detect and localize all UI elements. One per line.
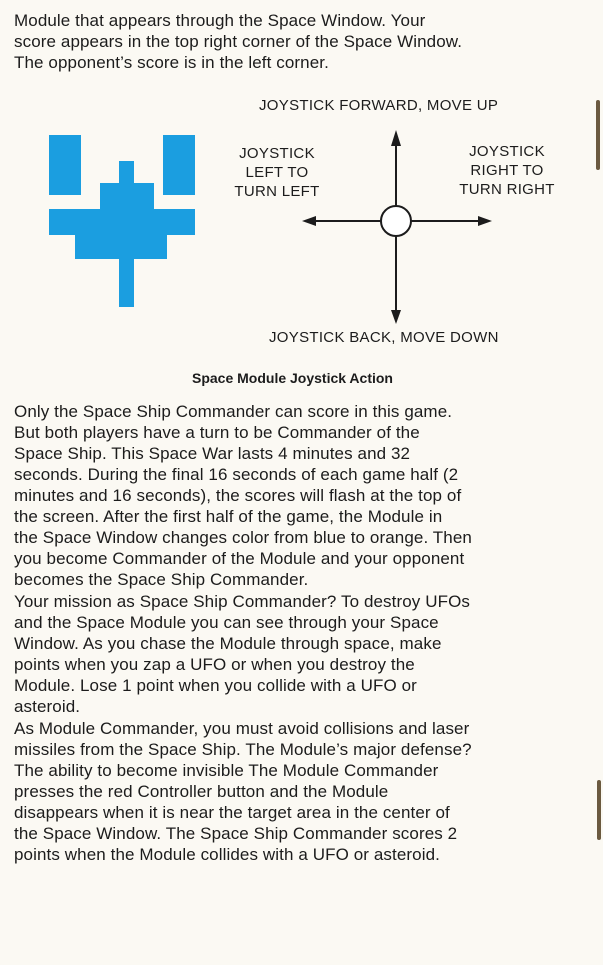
- label-joystick-back: JOYSTICK BACK, MOVE DOWN: [269, 329, 499, 346]
- text-line: points when the Module collides with a UFO or asteroid.: [14, 845, 440, 864]
- text-line: score appears in the top right corner of the Space Window.: [14, 32, 463, 51]
- text-line: But both players have a turn to be Commander of the: [14, 423, 420, 442]
- text-line: asteroid.: [14, 697, 81, 716]
- ship-tail: [119, 257, 134, 307]
- arrow-left-head: [302, 216, 316, 226]
- label-line: TURN RIGHT: [459, 181, 555, 198]
- ship-upper-body: [100, 183, 154, 211]
- joystick-center-circle: [381, 206, 411, 236]
- text-line: disappears when it is near the target area in the center of: [14, 803, 450, 822]
- text-line: and the Space Module you can see through your Space: [14, 613, 439, 632]
- label-joystick-forward: JOYSTICK FORWARD, MOVE UP: [259, 97, 499, 114]
- text-line: points when you zap a UFO or when you destroy the: [14, 655, 415, 674]
- text-line: Your mission as Space Ship Commander? To destroy UFOs: [14, 592, 471, 611]
- page-edge-mark: [597, 780, 601, 840]
- text-line: Window. As you chase the Module through space, make: [14, 634, 442, 653]
- ship-wide-body: [49, 209, 195, 235]
- text-line: Only the Space Ship Commander can score in this game.: [14, 402, 453, 421]
- label-line: TURN LEFT: [234, 183, 320, 200]
- body-paragraph: [14, 718, 599, 865]
- text-line: Module that appears through the Space Window. Your: [14, 11, 426, 30]
- text-line: the screen. After the first half of the game, the Module in: [14, 507, 443, 526]
- arrow-up-head: [391, 130, 401, 146]
- text-line: missiles from the Space Ship. The Module’s major defense?: [14, 740, 472, 759]
- arrow-down-head: [391, 310, 401, 324]
- label-line: JOYSTICK: [239, 145, 315, 162]
- ship-left-wing: [49, 135, 81, 195]
- text-line: The ability to become invisible The Module Commander: [14, 761, 439, 780]
- text-line: seconds. During the final 16 seconds of each game half (2: [14, 465, 459, 484]
- text-line: Module. Lose 1 point when you collide with a UFO or: [14, 676, 417, 695]
- text-line: presses the red Controller button and the Module: [14, 782, 389, 801]
- label-line: LEFT TO: [245, 164, 309, 181]
- text-line: you become Commander of the Module and your opponent: [14, 549, 465, 568]
- ship-nose: [119, 161, 134, 185]
- text-line: becomes the Space Ship Commander.: [14, 570, 309, 589]
- text-line: the Space Window. The Space Ship Commander scores 2: [14, 824, 458, 843]
- intro-paragraph: [14, 10, 599, 73]
- space-module-illustration: [45, 133, 195, 309]
- text-line: Space Ship. This Space War lasts 4 minutes and 32: [14, 444, 411, 463]
- ship-lower-body: [75, 233, 167, 259]
- label-line: RIGHT TO: [470, 162, 544, 179]
- label-line: JOYSTICK: [469, 143, 545, 160]
- ship-right-wing: [163, 135, 195, 195]
- joystick-direction-diagram: [300, 128, 496, 328]
- text-line: As Module Commander, you must avoid collisions and laser: [14, 719, 470, 738]
- text-line: The opponent’s score is in the left corner.: [14, 53, 329, 72]
- arrow-right-head: [478, 216, 492, 226]
- body-paragraph: [14, 591, 599, 717]
- body-paragraph: [14, 401, 599, 590]
- page-edge-mark: [596, 100, 600, 170]
- text-line: minutes and 16 seconds), the scores will flash at the top of: [14, 486, 462, 505]
- text-line: the Space Window changes color from blue to orange. Then: [14, 528, 472, 547]
- diagram-caption: Space Module Joystick Action: [192, 370, 393, 386]
